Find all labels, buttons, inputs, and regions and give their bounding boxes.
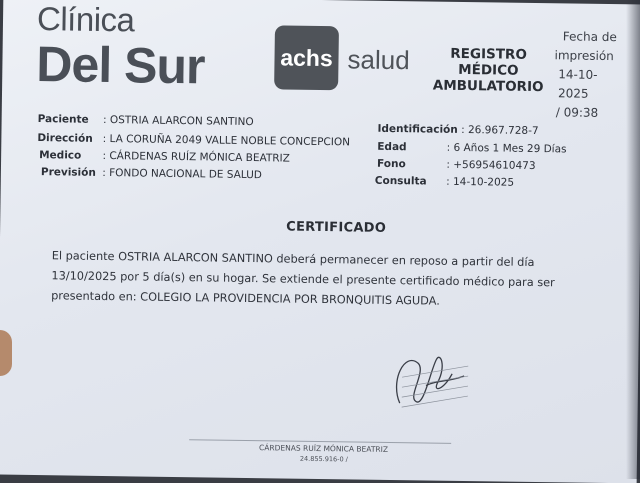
rubber-stamp xyxy=(402,365,469,408)
signature-stamp xyxy=(385,341,476,422)
thumb xyxy=(0,330,12,376)
page-edge-shadow xyxy=(626,0,640,479)
fono-value: : +56954610473 xyxy=(446,158,536,173)
medico-row xyxy=(39,149,290,164)
achs-logo: achs xyxy=(274,25,339,90)
paciente-row xyxy=(38,113,254,128)
fono-label: Fono xyxy=(376,157,406,171)
print-date-box xyxy=(554,27,625,123)
signer-rut: 24.855.916-0 / xyxy=(299,454,348,464)
clinica-del-sur-logo xyxy=(36,0,205,95)
identificacion-row xyxy=(377,123,538,137)
prevision-value: : FONDO NACIONAL DE SALUD xyxy=(102,166,263,182)
certificate-line-1: El paciente OSTRIA ALARCON SANTINO deberá permanecer en reposo a partir del día xyxy=(51,249,535,269)
identificacion-label: Identificación xyxy=(377,122,458,136)
certificate-line-3: presentado en: COLEGIO LA PROVIDENCIA POR BRONQUITIS AGUDA. xyxy=(51,289,440,308)
fono-row xyxy=(377,158,536,172)
direccion-value: : LA CORUÑA 2049 VALLE NOBLE CONCEPCION xyxy=(102,132,351,149)
print-label-2: impresión xyxy=(554,48,614,64)
consulta-row xyxy=(375,175,514,189)
clinic-name-line1: Clínica xyxy=(36,0,135,39)
medico-value: : CÁRDENAS RUÍZ MÓNICA BEATRIZ xyxy=(102,149,290,165)
direccion-row xyxy=(37,132,350,148)
print-time: / 09:38 xyxy=(555,105,599,120)
certificate-line-2: 13/10/2025 por 5 día(s) en su hogar. Se extiende el presente certificado médico para ser xyxy=(51,269,555,290)
paciente-value: : OSTRIA ALARCON SANTINO xyxy=(102,113,254,129)
print-date: 14-10-2025 xyxy=(557,67,598,101)
handwritten-signature xyxy=(396,357,464,404)
identificacion-value: : 26.967.728-7 xyxy=(461,123,539,138)
achs-salud-text: salud xyxy=(347,44,410,76)
prevision-row xyxy=(41,166,262,181)
medico-label: Medico xyxy=(39,149,82,162)
consulta-value: : 14-10-2025 xyxy=(446,175,515,189)
certificate-title: CERTIFICADO xyxy=(286,219,387,236)
edad-value: : 6 Años 1 Mes 29 Días xyxy=(446,141,567,156)
direccion-label: Dirección xyxy=(37,132,93,145)
edad-row xyxy=(377,141,566,156)
document-title-line2: AMBULATORIO xyxy=(432,77,544,96)
prevision-label: Previsión xyxy=(40,166,96,179)
signer-name: CÁRDENAS RUÍZ MÓNICA BEATRIZ xyxy=(259,443,389,454)
consulta-label: Consulta xyxy=(374,174,427,188)
print-label-1: Fecha de xyxy=(562,29,617,45)
edad-label: Edad xyxy=(377,140,407,154)
document-title xyxy=(418,45,559,95)
clinic-name-line2: Del Sur xyxy=(36,36,205,95)
paciente-label: Paciente xyxy=(37,113,89,126)
document-title-line1: REGISTRO MÉDICO xyxy=(450,45,527,79)
